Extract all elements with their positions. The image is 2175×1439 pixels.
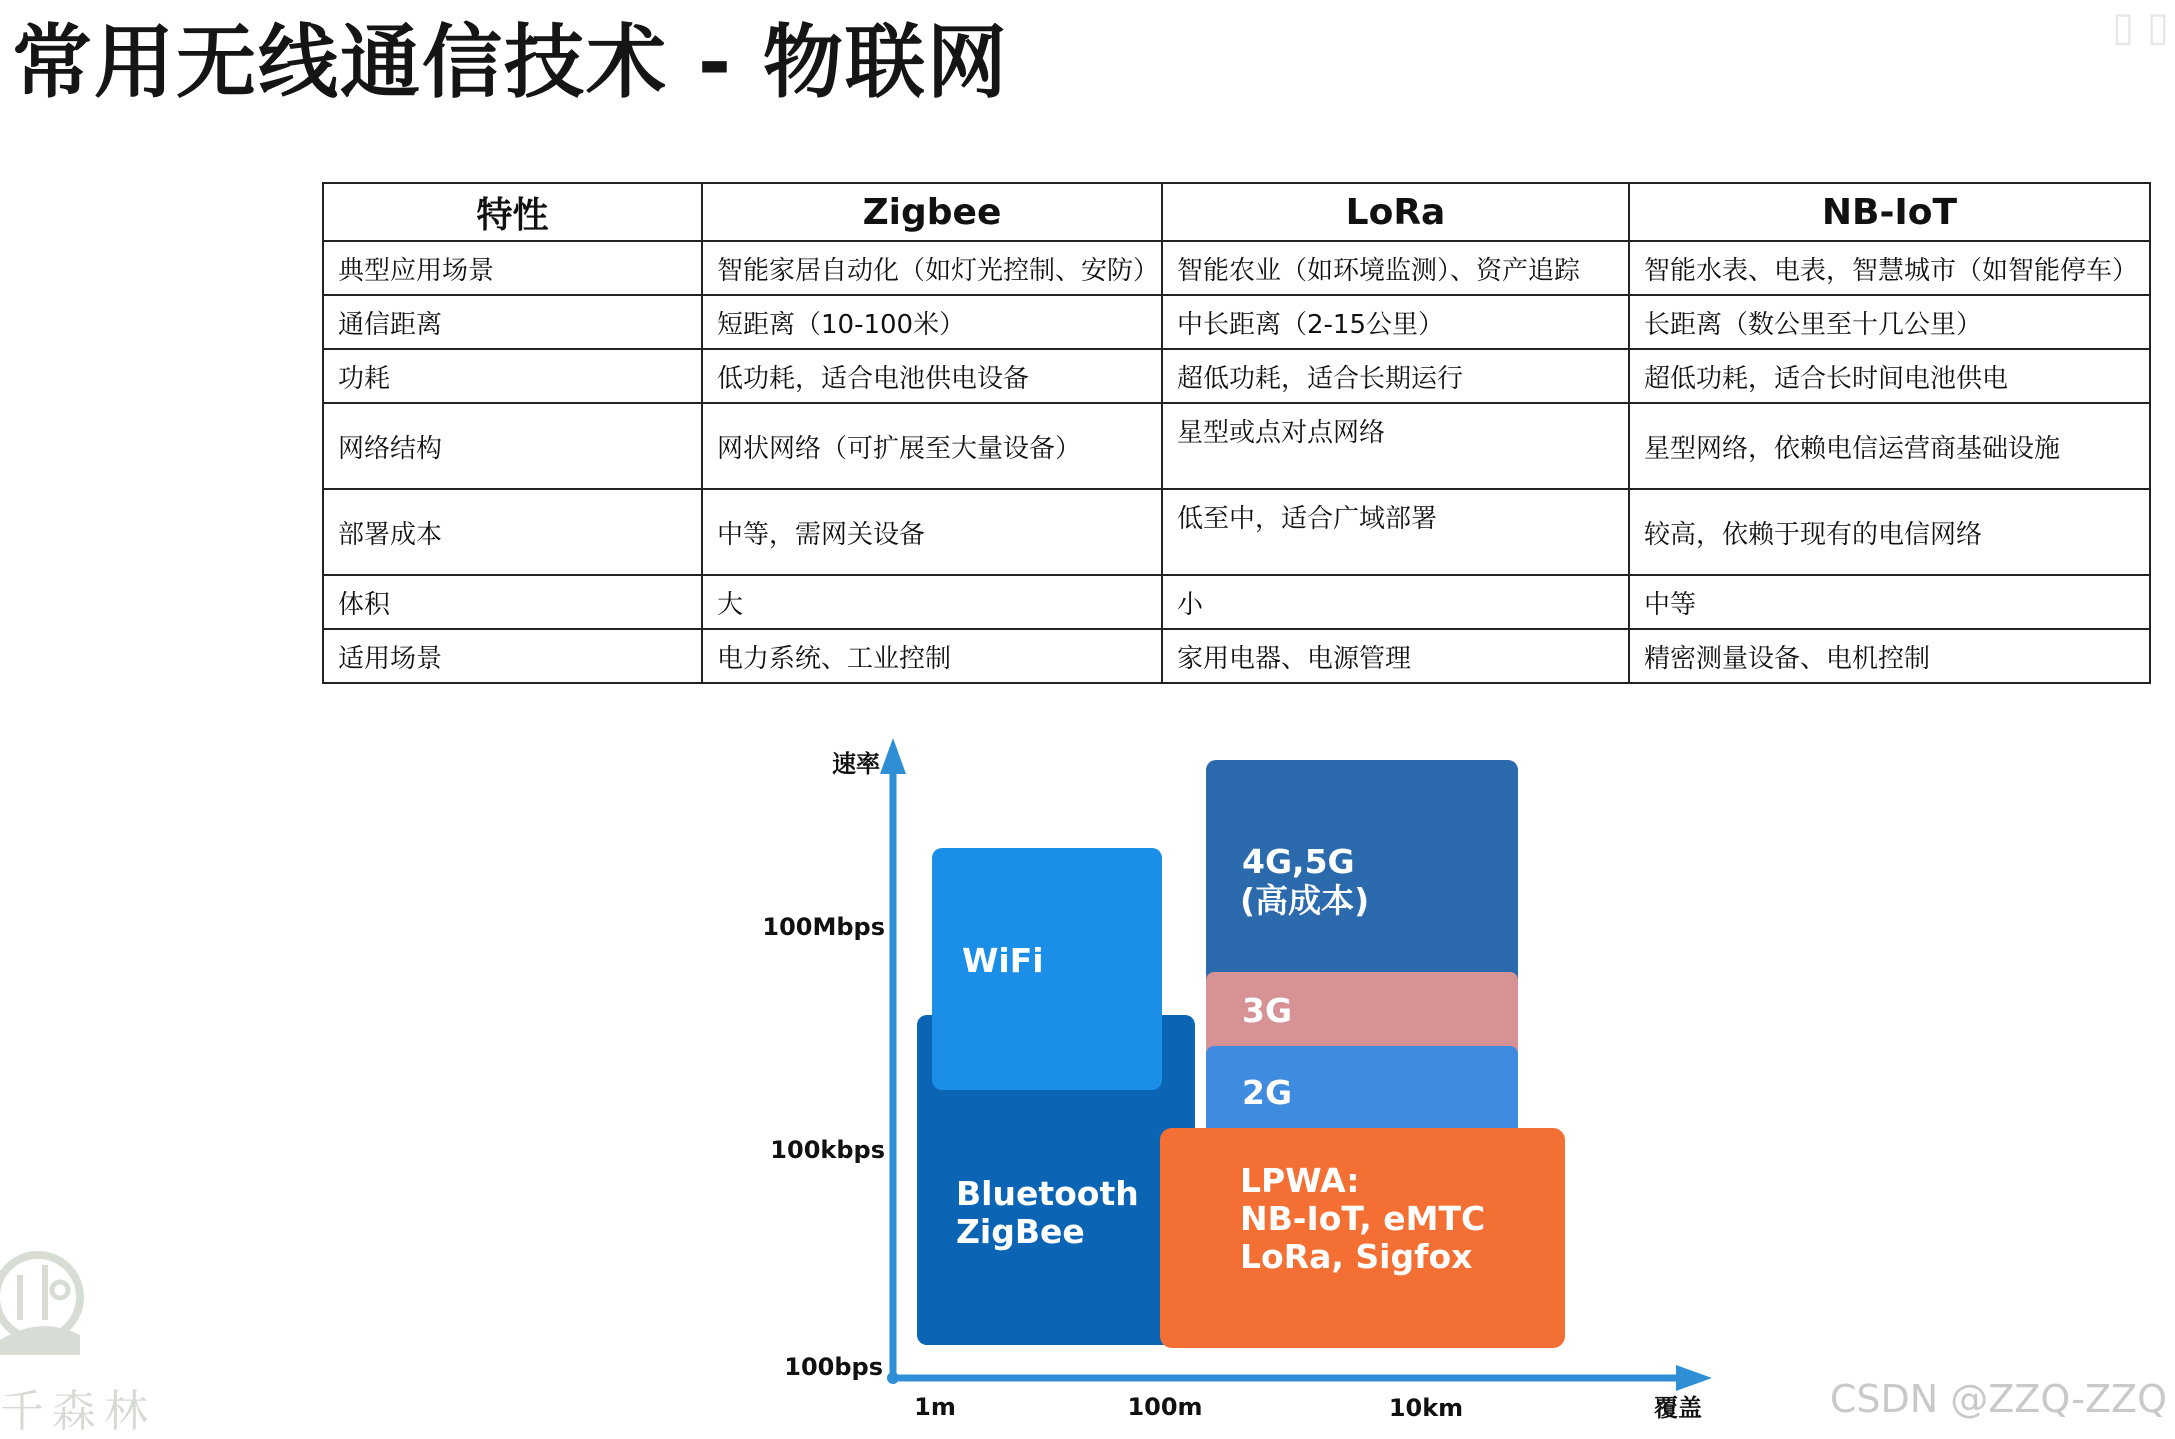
table-cell: 典型应用场景 — [323, 241, 702, 295]
lpwa-title-label: LPWA: — [1240, 1161, 1360, 1200]
x-tick-label: 10km — [1388, 1394, 1464, 1422]
table-cell: 较高，依赖于现有的电信网络 — [1629, 489, 2150, 575]
cellular-cost-label: (高成本) — [1240, 881, 1370, 920]
table-cell: 短距离（10-100米） — [702, 295, 1162, 349]
table-cell: 中等 — [1629, 575, 2150, 629]
bluetooth-label: Bluetooth — [956, 1174, 1139, 1213]
cellular-label: 4G,5G — [1242, 842, 1355, 881]
y-axis-arrow-icon — [880, 738, 906, 774]
table-cell: 网络结构 — [323, 403, 702, 489]
table-cell: 超低功耗，适合长期运行 — [1162, 349, 1629, 403]
g3-label: 3G — [1242, 991, 1293, 1030]
lpwa-nbiot-label: NB-IoT, eMTC — [1240, 1199, 1486, 1238]
table-cell: 精密测量设备、电机控制 — [1629, 629, 2150, 683]
g2-label: 2G — [1242, 1073, 1293, 1112]
forest-logo-icon — [0, 1235, 90, 1375]
table-cell: 长距离（数公里至十几公里） — [1629, 295, 2150, 349]
table-cell: 电力系统、工业控制 — [702, 629, 1162, 683]
table-cell: 低功耗，适合电池供电设备 — [702, 349, 1162, 403]
table-cell: 网状网络（可扩展至大量设备） — [702, 403, 1162, 489]
wifi-label: WiFi — [962, 941, 1044, 980]
table-cell: 小 — [1162, 575, 1629, 629]
table-cell: 中等，需网关设备 — [702, 489, 1162, 575]
table-cell: 智能家居自动化（如灯光控制、安防） — [702, 241, 1162, 295]
table-cell: 通信距离 — [323, 295, 702, 349]
window-controls-icon: ▯ ▯ — [2112, 4, 2169, 50]
zigbee-label: ZigBee — [956, 1212, 1085, 1251]
y-axis-label: 速率 — [832, 750, 880, 778]
x-axis-arrow-icon — [1676, 1365, 1712, 1391]
header-lora: LoRa — [1162, 183, 1629, 241]
y-tick-label: 100kbps — [770, 1136, 885, 1164]
y-tick-label: 100bps — [784, 1353, 883, 1381]
axis-origin-dot — [887, 1372, 899, 1384]
header-zigbee: Zigbee — [702, 183, 1162, 241]
page-title: 常用无线通信技术 - 物联网 — [12, 16, 1009, 109]
x-tick-label: 100m — [1127, 1393, 1203, 1421]
table-cell: 中长距离（2-15公里） — [1162, 295, 1629, 349]
table-cell: 星型网络，依赖电信运营商基础设施 — [1629, 403, 2150, 489]
table-cell: 体积 — [323, 575, 702, 629]
table-cell: 智能农业（如环境监测）、资产追踪 — [1162, 241, 1629, 295]
watermark: CSDN @ZZQ-ZZQ — [1829, 1377, 2167, 1421]
y-tick-label: 100Mbps — [762, 913, 885, 941]
header-feature: 特性 — [323, 183, 702, 241]
table-cell: 超低功耗，适合长时间电池供电 — [1629, 349, 2150, 403]
x-tick-label: 1m — [914, 1393, 956, 1421]
table-cell: 部署成本 — [323, 489, 702, 575]
table-cell: 星型或点对点网络 — [1162, 403, 1629, 489]
lpwa-lora-label: LoRa, Sigfox — [1240, 1237, 1473, 1276]
table-cell: 智能水表、电表，智慧城市（如智能停车） — [1629, 241, 2150, 295]
table-cell: 低至中，适合广域部署 — [1162, 489, 1629, 575]
table-cell: 大 — [702, 575, 1162, 629]
header-nbiot: NB-IoT — [1629, 183, 2150, 241]
table-cell: 家用电器、电源管理 — [1162, 629, 1629, 683]
logo-text: 千森林 — [0, 1386, 156, 1437]
x-axis-label: 覆盖 — [1654, 1394, 1702, 1422]
table-cell: 适用场景 — [323, 629, 702, 683]
table-cell: 功耗 — [323, 349, 702, 403]
